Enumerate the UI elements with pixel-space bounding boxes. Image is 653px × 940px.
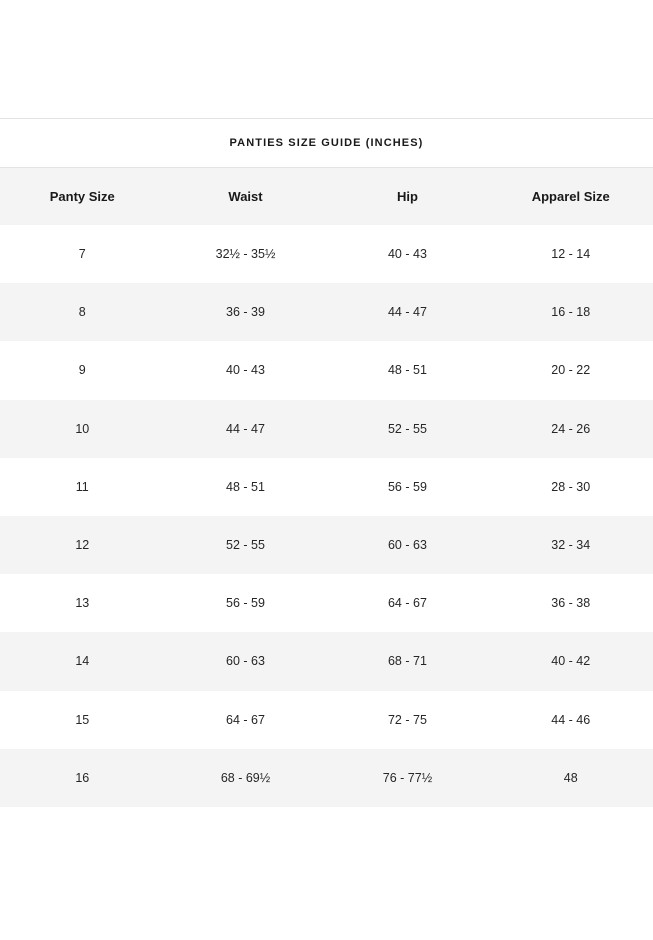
bottom-spacer (0, 807, 653, 927)
cell-waist: 68 - 69½ (165, 749, 327, 807)
column-header-hip: Hip (326, 168, 488, 225)
cell-apparel-size: 12 - 14 (488, 225, 653, 283)
page-title: PANTIES SIZE GUIDE (INCHES) (229, 137, 424, 149)
cell-panty-size: 13 (0, 574, 165, 632)
table-row (0, 400, 653, 458)
cell-apparel-size: 16 - 18 (488, 283, 653, 341)
table-row (0, 458, 653, 516)
cell-panty-size: 11 (0, 458, 165, 516)
cell-hip: 44 - 47 (326, 283, 488, 341)
size-guide-title-bar (0, 118, 653, 168)
cell-hip: 48 - 51 (326, 341, 488, 399)
cell-panty-size: 8 (0, 283, 165, 341)
cell-apparel-size: 48 (488, 749, 653, 807)
cell-hip: 76 - 77½ (326, 749, 488, 807)
cell-hip: 68 - 71 (326, 632, 488, 690)
table-row (0, 341, 653, 399)
column-header-panty-size: Panty Size (0, 168, 165, 225)
cell-waist: 56 - 59 (165, 574, 327, 632)
table-row (0, 283, 653, 341)
cell-waist: 48 - 51 (165, 458, 327, 516)
table-header (0, 168, 653, 225)
column-header-waist: Waist (165, 168, 327, 225)
cell-hip: 72 - 75 (326, 691, 488, 749)
cell-waist: 64 - 67 (165, 691, 327, 749)
cell-hip: 56 - 59 (326, 458, 488, 516)
cell-apparel-size: 20 - 22 (488, 341, 653, 399)
cell-apparel-size: 24 - 26 (488, 400, 653, 458)
cell-waist: 32½ - 35½ (165, 225, 327, 283)
cell-hip: 52 - 55 (326, 400, 488, 458)
cell-waist: 44 - 47 (165, 400, 327, 458)
cell-panty-size: 16 (0, 749, 165, 807)
table-body (0, 225, 653, 807)
cell-panty-size: 7 (0, 225, 165, 283)
cell-apparel-size: 28 - 30 (488, 458, 653, 516)
table-row (0, 225, 653, 283)
cell-waist: 40 - 43 (165, 341, 327, 399)
size-guide-table (0, 168, 653, 807)
table-row (0, 574, 653, 632)
top-spacer (0, 0, 653, 118)
cell-waist: 60 - 63 (165, 632, 327, 690)
table-row (0, 691, 653, 749)
cell-hip: 40 - 43 (326, 225, 488, 283)
cell-apparel-size: 32 - 34 (488, 516, 653, 574)
table-row (0, 632, 653, 690)
cell-panty-size: 9 (0, 341, 165, 399)
column-header-apparel-size: Apparel Size (488, 168, 653, 225)
cell-panty-size: 15 (0, 691, 165, 749)
cell-hip: 64 - 67 (326, 574, 488, 632)
cell-waist: 52 - 55 (165, 516, 327, 574)
table-row (0, 749, 653, 807)
cell-apparel-size: 36 - 38 (488, 574, 653, 632)
cell-apparel-size: 44 - 46 (488, 691, 653, 749)
cell-panty-size: 14 (0, 632, 165, 690)
cell-apparel-size: 40 - 42 (488, 632, 653, 690)
cell-hip: 60 - 63 (326, 516, 488, 574)
cell-panty-size: 12 (0, 516, 165, 574)
table-header-row (0, 168, 653, 225)
cell-waist: 36 - 39 (165, 283, 327, 341)
table-row (0, 516, 653, 574)
cell-panty-size: 10 (0, 400, 165, 458)
